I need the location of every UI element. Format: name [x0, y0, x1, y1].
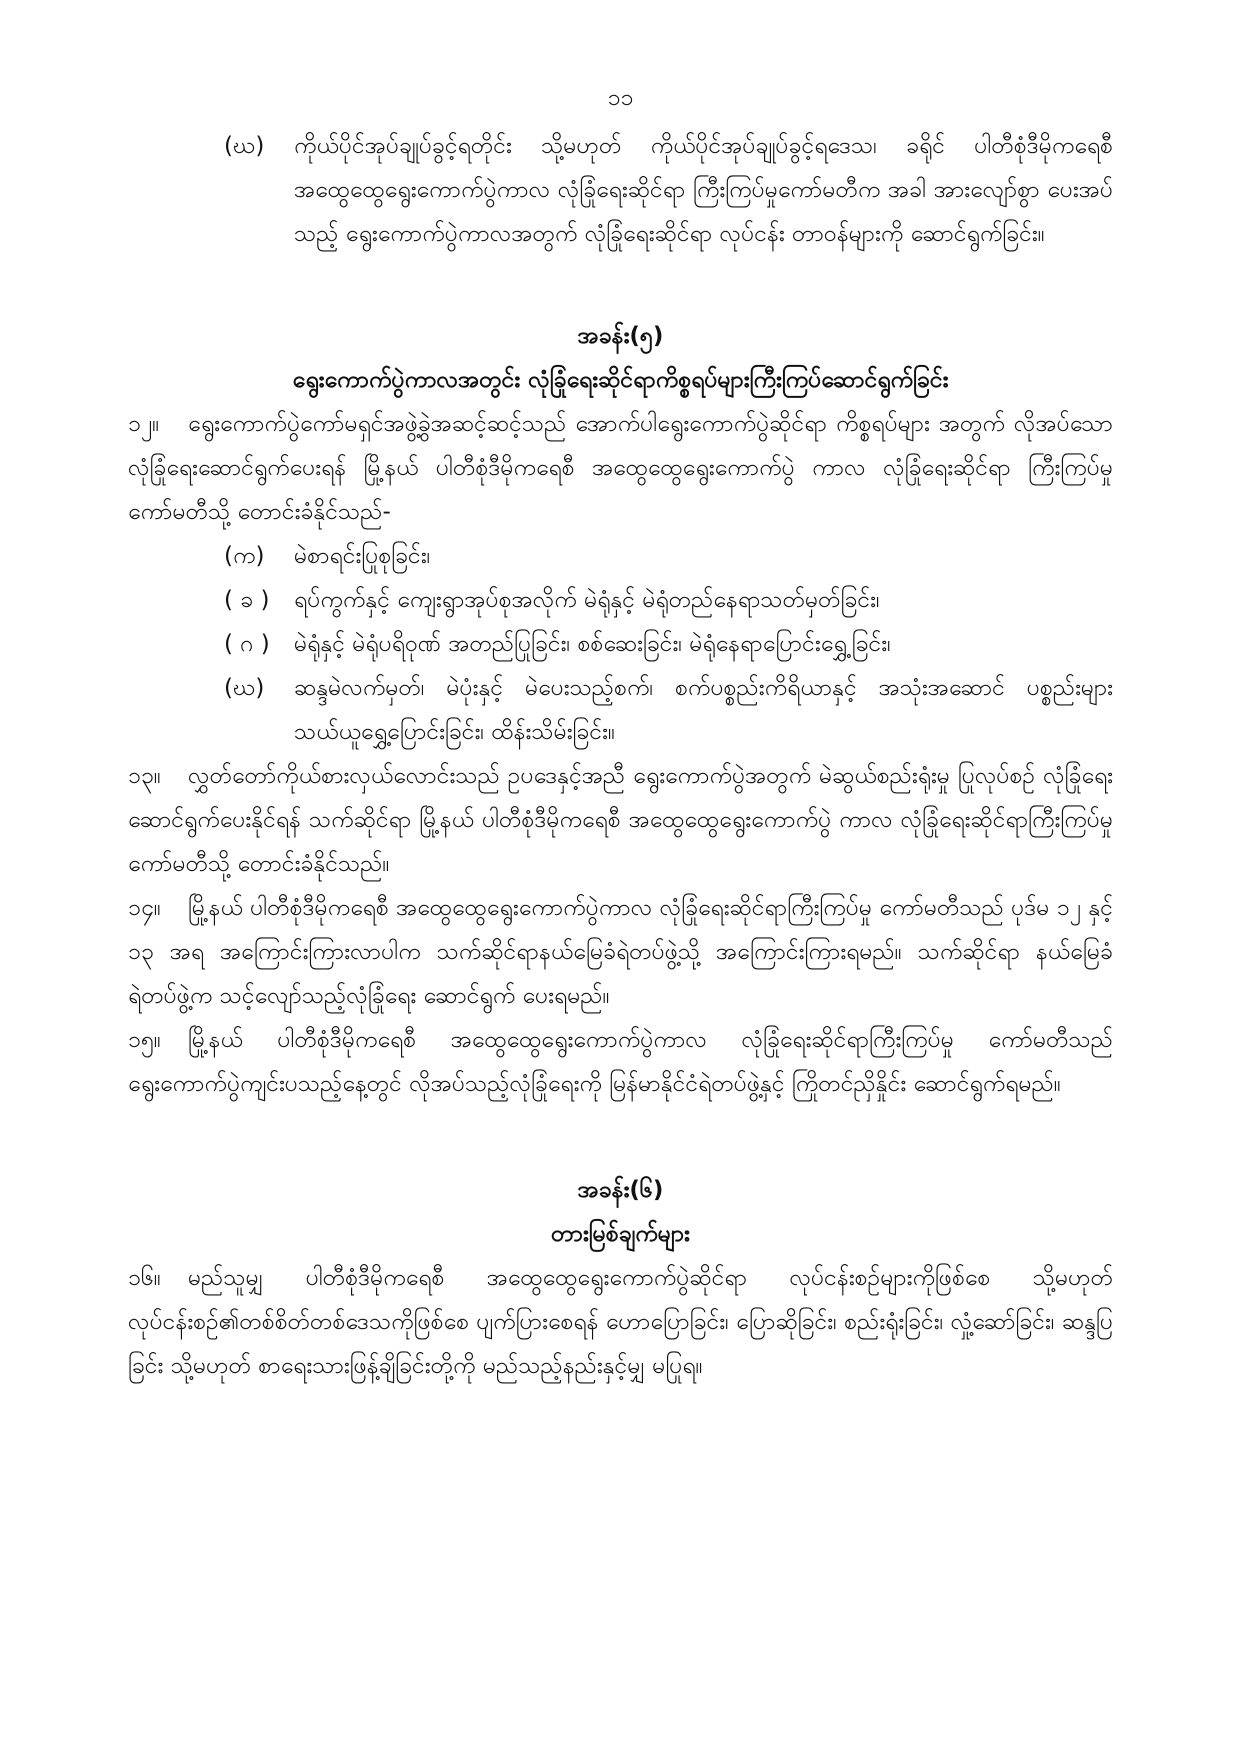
list-item-marker: (ဃ) — [224, 675, 265, 701]
list-item-text: ဆန္ဒမဲလက်မှတ်၊ မဲပုံးနှင့် မဲပေးသည့်စက်၊ စက်ပစ္စည်းကိရိယာနှင့် အသုံးအဆောင် ပစ္စည်းများ သယ်ယူရွှေ့ပြောင်းခြင်း၊ ထိန်းသိမ်းခြင်း။ — [294, 675, 1113, 745]
list-item-marker: ( ခ ) — [224, 587, 270, 613]
list-item-text: မဲစာရင်းပြုစုခြင်း၊ — [294, 543, 431, 569]
section-12-items — [128, 534, 1113, 754]
chapter-5-number: အခန်း(၅) — [577, 323, 664, 349]
sub-item-marker: (ဃ) — [224, 133, 265, 159]
list-item — [224, 666, 1113, 754]
section-text: ရွေးကောက်ပွဲကော်မရှင်အဖွဲ့ခွဲအဆင့်ဆင့်သည် အောက်ပါရွေးကောက်ပွဲဆိုင်ရာ ကိစ္စရပ်များ အတွက် လိုအပ်သောလုံခြုံရေးဆောင်ရွက်ပေးရန် မြို့နယ် ပါတီစုံဒီမိုကရေစီ အထွေထွေရွေးကောက်ပွဲ ကာလ လုံခြုံရေးဆိုင်ရာ ကြီးကြပ်မှုကော်မတီသို့ တောင်းခံနိုင်သည်- — [128, 411, 1113, 525]
list-item-text: မဲရုံနှင့် မဲရုံပရိဝုဏ် အတည်ပြုခြင်း၊ စစ်ဆေးခြင်း၊ မဲရုံနေရာပြောင်းရွှေ့ခြင်း၊ — [294, 631, 891, 657]
section-number: ၁၂။ — [128, 411, 160, 437]
chapter-6-number: အခန်း(၆) — [577, 1177, 664, 1203]
list-item-text: ရပ်ကွက်နှင့် ကျေးရွာအုပ်စုအလိုက် မဲရုံနှင့် မဲရုံတည်နေရာသတ်မှတ်ခြင်း၊ — [294, 587, 880, 613]
list-item-marker: (က) — [224, 543, 265, 569]
section-text: လွှတ်တော်ကိုယ်စားလှယ်လောင်းသည် ဥပဒေနှင့်အညီ ရွေးကောက်ပွဲအတွက် မဲဆွယ်စည်းရုံးမှု ပြုလုပ်စဉ် လုံခြုံရေးဆောင်ရွက်ပေးနိုင်ရန် သက်ဆိုင်ရာ မြို့နယ် ပါတီစုံဒီမိုကရေစီ အထွေထွေရွေးကောက်ပွဲ ကာလ လုံခြုံရေးဆိုင်ရာကြီးကြပ်မှုကော်မတီသို့ တောင်းခံနိုင်သည်။ — [128, 763, 1113, 877]
section-number: ၁၆။ — [128, 1265, 161, 1291]
list-item — [224, 534, 1113, 578]
chapter-6-title: တားမြစ်ချက်များ — [551, 1221, 690, 1247]
section-number: ၁၄။ — [128, 895, 161, 921]
section-number: ၁၃။ — [128, 763, 161, 789]
list-item-marker: ( ဂ ) — [224, 631, 270, 657]
section-13 — [128, 754, 1113, 886]
page-number: ၁၁ — [607, 85, 634, 111]
chapter-5-title: ရွေးကောက်ပွဲကာလအတွင်း လုံခြုံရေးဆိုင်ရာကိစ္စရပ်များကြီးကြပ်ဆောင်ရွက်ခြင်း — [292, 367, 949, 393]
sub-item-text: ကိုယ်ပိုင်အုပ်ချုပ်ခွင့်ရတိုင်း သို့မဟုတ် ကိုယ်ပိုင်အုပ်ချုပ်ခွင့်ရဒေသ၊ ခရိုင် ပါတီစုံဒီမိုကရေစီ အထွေထွေရွေးကောက်ပွဲကာလ လုံခြုံရေးဆိုင်ရာ ကြီးကြပ်မှုကော်မတီက အခါ အားလျော်စွာ ပေးအပ်သည့် ရွေးကောက်ပွဲကာလအတွက် လုံခြုံရေးဆိုင်ရာ လုပ်ငန်း တာဝန်များကို ဆောင်ရွက်ခြင်း။ — [294, 133, 1113, 247]
section-16 — [128, 1256, 1113, 1388]
list-item — [224, 578, 1113, 622]
section-text: မည်သူမျှ ပါတီစုံဒီမိုကရေစီ အထွေထွေရွေးကောက်ပွဲဆိုင်ရာ လုပ်ငန်းစဉ်များကိုဖြစ်စေ သို့မဟုတ် လုပ်ငန်းစဉ်၏တစ်စိတ်တစ်ဒေသကိုဖြစ်စေ ပျက်ပြားစေရန် ဟောပြောခြင်း၊ ပြောဆိုခြင်း၊ စည်းရုံးခြင်း၊ လှုံ့ဆော်ခြင်း၊ ဆန္ဒပြခြင်း သို့မဟုတ် စာရေးသားဖြန့်ချိခြင်းတို့ကို မည်သည့်နည်းနှင့်မျှ မပြုရ။ — [128, 1265, 1113, 1379]
section-number: ၁၅။ — [128, 1027, 161, 1053]
top-sub-item — [224, 124, 1113, 256]
list-item — [224, 622, 1113, 666]
section-text: မြို့နယ် ပါတီစုံဒီမိုကရေစီ အထွေထွေရွေးကောက်ပွဲကာလ လုံခြုံရေးဆိုင်ရာကြီးကြပ်မှု ကော်မတီသည် ရွေးကောက်ပွဲကျင်းပသည့်နေ့တွင် လိုအပ်သည့်လုံခြုံရေးကို မြန်မာနိုင်ငံရဲတပ်ဖွဲ့နှင့် ကြိုတင်ညှိနှိုင်း ဆောင်ရွက်ရမည်။ — [128, 1027, 1113, 1097]
section-15 — [128, 1018, 1113, 1106]
section-14 — [128, 886, 1113, 1018]
section-12 — [128, 402, 1113, 534]
section-text: မြို့နယ် ပါတီစုံဒီမိုကရေစီ အထွေထွေရွေးကောက်ပွဲကာလ လုံခြုံရေးဆိုင်ရာကြီးကြပ်မှု ကော်မတီသည် ပုဒ်မ ၁၂ နှင့် ၁၃ အရ အကြောင်းကြားလာပါက သက်ဆိုင်ရာနယ်မြေခံရဲတပ်ဖွဲ့သို့ အကြောင်းကြားရမည်။ သက်ဆိုင်ရာ နယ်မြေခံရဲတပ်ဖွဲ့က သင့်လျော်သည့်လုံခြုံရေး ဆောင်ရွက် ပေးရမည်။ — [128, 895, 1113, 1009]
